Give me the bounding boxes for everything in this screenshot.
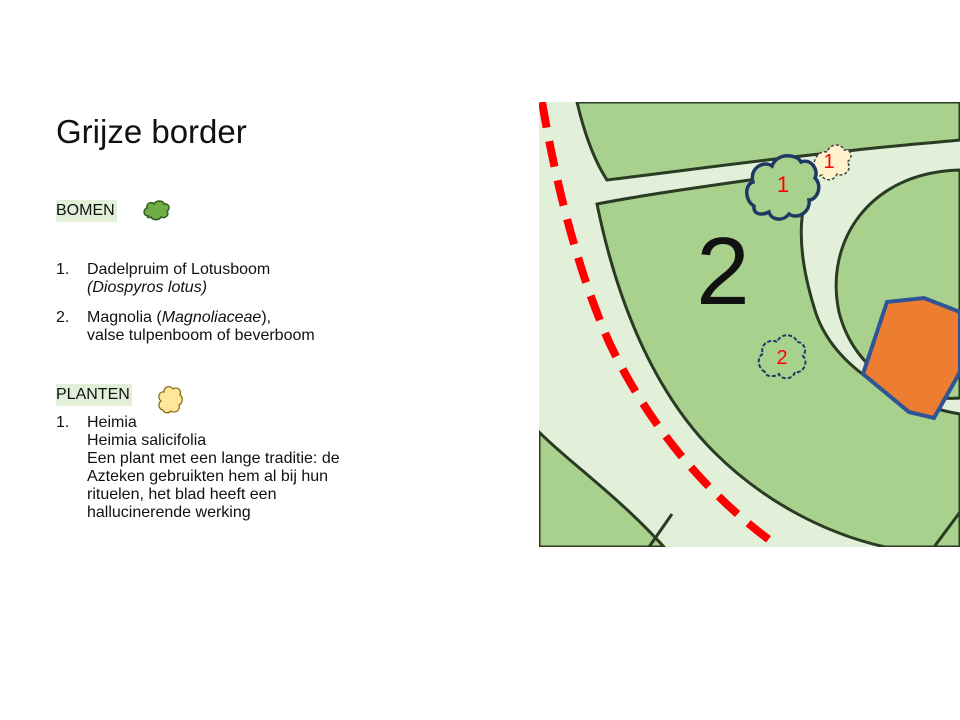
tree-latin-name: (Diospyros lotus) xyxy=(87,279,208,296)
garden-map xyxy=(539,102,960,547)
plant-description: rituelen, het blad heeft een xyxy=(87,486,277,503)
list-number: 2. xyxy=(56,309,70,326)
plant-description: hallucinerende werking xyxy=(87,504,251,521)
page-title: Grijze border xyxy=(56,113,247,150)
tree-marker xyxy=(747,156,819,219)
tree-name: Dadelpruim of Lotusboom xyxy=(87,261,271,278)
tree-name-suffix: ), xyxy=(261,309,272,326)
tree-name-line xyxy=(87,309,315,327)
tree-latin-name: Magnoliaceae xyxy=(161,309,262,326)
plant-marker-label: 1 xyxy=(823,151,835,173)
section-label-bomen: BOMEN xyxy=(56,200,117,222)
green-cloud-icon xyxy=(142,198,172,227)
plant-name: Heimia xyxy=(87,414,137,431)
list-number: 1. xyxy=(56,414,70,431)
plant-latin-name: Heimia salicifolia xyxy=(87,432,207,449)
tree-marker-label: 2 xyxy=(776,347,788,369)
list-item xyxy=(56,309,315,345)
list-item xyxy=(56,414,340,522)
tree-alt-names: valse tulpenboom of beverboom xyxy=(87,327,315,344)
tree-marker-label: 1 xyxy=(776,172,790,197)
planten-list xyxy=(56,414,340,534)
plant-description: Azteken gebruikten hem al bij hun xyxy=(87,468,329,485)
plant-description: Een plant met een lange traditie: de xyxy=(87,450,340,467)
bomen-list xyxy=(56,261,315,357)
list-number: 1. xyxy=(56,261,70,278)
tree-name: Magnolia ( xyxy=(87,309,162,326)
area-number: 2 xyxy=(696,218,750,325)
section-label-planten: PLANTEN xyxy=(56,384,132,406)
list-item xyxy=(56,261,315,297)
